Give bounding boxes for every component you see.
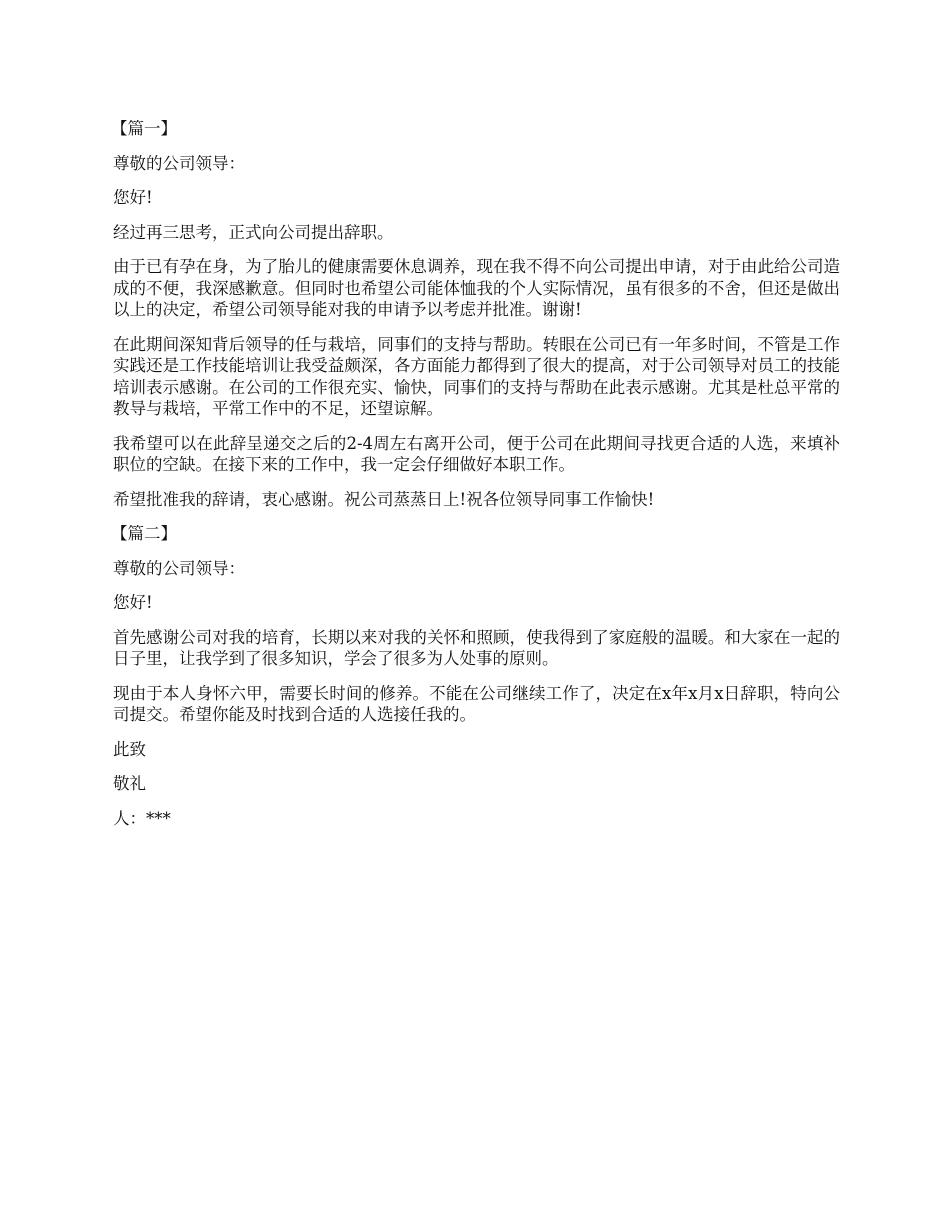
closing-regards: 敬礼 xyxy=(113,774,146,793)
signature-line: 人：*** xyxy=(113,808,171,828)
body-paragraph: 在此期间深知背后领导的任与栽培，同事们的支持与帮助。转眼在公司已有一年多时间，不管是工作实践还是工作技能培训让我受益颇深，各方面能力都得到了很大的提高，对于公司领导对员工的技能培训表示感谢。在公司的工作很充实、愉快，同事们的支持与帮助在此表示感谢。尤其是杜总平常的教导与栽培，平常工作中的不足，还望谅解。 xyxy=(113,334,840,418)
greeting: 您好! xyxy=(113,188,153,207)
body-paragraph: 由于已有孕在身，为了胎儿的健康需要休息调养，现在我不得不向公司提出申请，对于由此给公司造成的不便，我深感歉意。但同时也希望公司能体恤我的个人实际情况，虽有很多的不舍，但还是做出以上的决定，希望公司领导能对我的申请予以考虑并批准。谢谢! xyxy=(113,257,840,319)
body-paragraph: 我希望可以在此辞呈递交之后的2-4周左右离开公司，便于公司在此期间寻找更合适的人选，来填补职位的空缺。在接下来的工作中，我一定会仔细做好本职工作。 xyxy=(113,433,840,474)
body-paragraph: 希望批准我的辞请，衷心感谢。祝公司蒸蒸日上!祝各位领导同事工作愉快! xyxy=(113,489,655,509)
body-paragraph: 现由于本人身怀六甲，需要长时间的修养。不能在公司继续工作了，决定在x年x月x日辞职，特向公司提交。希望你能及时找到合适的人选接任我的。 xyxy=(113,683,840,724)
body-paragraph: 首先感谢公司对我的培育，长期以来对我的关怀和照顾，使我得到了家庭般的温暖。和大家在一起的日子里，让我学到了很多知识，学会了很多为人处事的原则。 xyxy=(113,627,840,668)
section-heading-2: 【篇二】 xyxy=(111,524,177,543)
salutation: 尊敬的公司领导： xyxy=(113,153,245,173)
document-page xyxy=(113,118,840,842)
body-paragraph: 经过再三思考，正式向公司提出辞职。 xyxy=(113,222,394,242)
closing-line: 此致 xyxy=(113,739,146,759)
greeting: 您好! xyxy=(113,593,153,612)
section-heading-1: 【篇一】 xyxy=(111,119,177,138)
salutation: 尊敬的公司领导： xyxy=(113,558,245,578)
